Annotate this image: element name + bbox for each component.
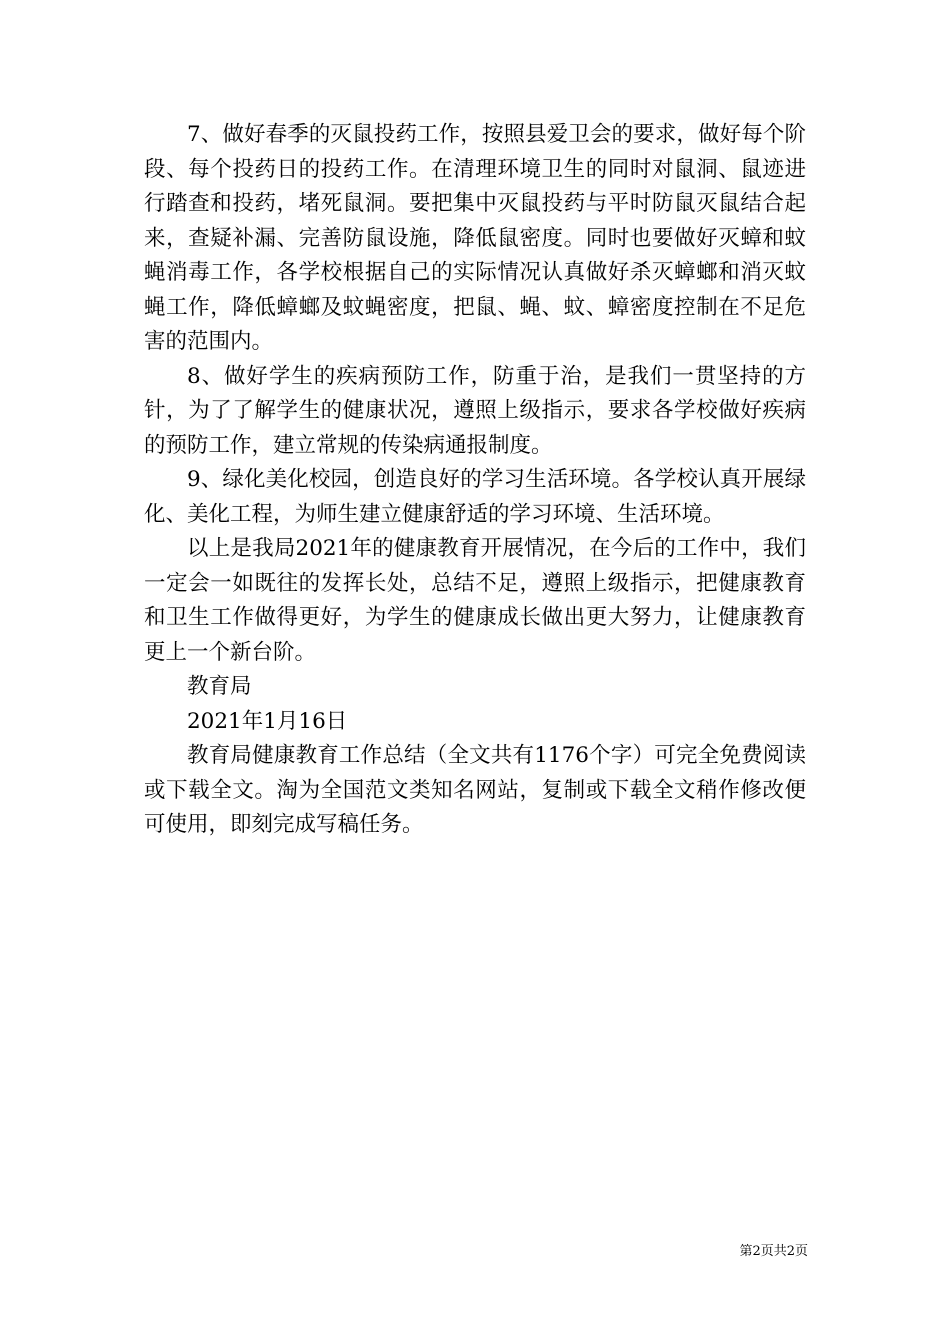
document-body: [144, 118, 806, 843]
page-number: 第2页共2页: [739, 1244, 808, 1259]
download-note: 教育局健康教育工作总结（全文共有1176个字）可完全免费阅读或下载全文。淘为全国范文类知名网站，复制或下载全文稍作修改便可使用，即刻完成写稿任务。: [144, 743, 806, 837]
paragraph-disease-prevention: 8、做好学生的疾病预防工作，防重于治，是我们一贯坚持的方针，为了了解学生的健康状况，遵照上级指示，要求各学校做好疾病的预防工作，建立常规的传染病通报制度。: [144, 363, 806, 458]
paragraph-conclusion: 以上是我局2021年的健康教育开展情况，在今后的工作中，我们一定会一如既往的发挥长处，总结不足，遵照上级指示，把健康教育和卫生工作做得更好，为学生的健康成长做出更大努力，让健康教育更上一个新台阶。: [144, 536, 806, 665]
signature-organization: 教育局: [187, 674, 252, 699]
signature-date: 2021年1月16日: [187, 708, 348, 734]
paragraph-rodent-control: 7、做好春季的灭鼠投药工作，按照县爱卫会的要求，做好每个阶段、每个投药日的投药工作。在清理环境卫生的同时对鼠洞、鼠迹进行踏查和投药，堵死鼠洞。要把集中灭鼠投药与平时防鼠灭鼠结合起来，查疑补漏、完善防鼠设施，降低鼠密度。同时也要做好灭蟑和蚊蝇消毒工作，各学校根据自己的实际情况认真做好杀灭蟑螂和消灭蚊蝇工作，降低蟑螂及蚊蝇密度，把鼠、蝇、蚊、蟑密度控制在不足危害的范围内。: [144, 122, 806, 354]
paragraph-campus-greening: 9、绿化美化校园，创造良好的学习生活环境。各学校认真开展绿化、美化工程，为师生建立健康舒适的学习环境、生活环境。: [144, 467, 806, 527]
